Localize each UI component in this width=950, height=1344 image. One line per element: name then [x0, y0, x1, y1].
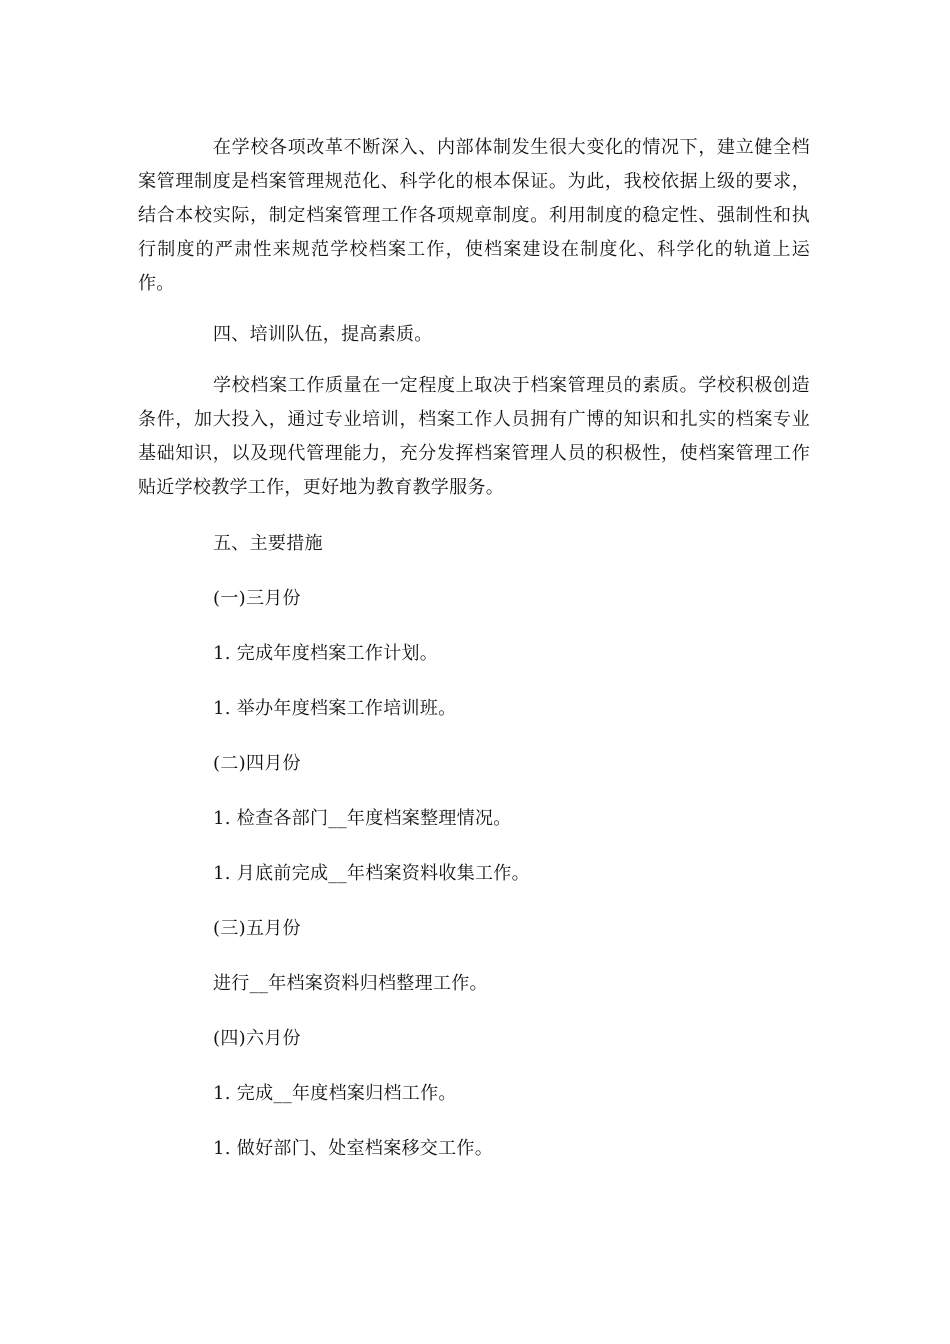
subheading-april: (二)四月份 — [213, 753, 301, 774]
list-item-march-1: 1. 完成年度档案工作计划。 — [213, 643, 439, 664]
body-paragraph-training: 学校档案工作质量在一定程度上取决于档案管理员的素质。学校积极创造条件，加大投入，通过专业培训，档案工作人员拥有广博的知识和扎实的档案专业基础知识，以及现代管理能力，充分发挥档案管理人员的积极性，使档案管理工作贴近学校教学工作，更好地为教育教学服务。 — [138, 375, 810, 498]
list-item-june-2: 1. 做好部门、处室档案移交工作。 — [213, 1138, 493, 1159]
list-item-may-1: 进行__年档案资料归档整理工作。 — [213, 973, 488, 994]
body-paragraph-system: 在学校各项改革不断深入、内部体制发生很大变化的情况下，建立健全档案管理制度是档案管理规范化、科学化的根本保证。为此，我校依据上级的要求，结合本校实际，制定档案管理工作各项规章制度。利用制度的稳定性、强制性和执行制度的严肃性来规范学校档案工作，使档案建设在制度化、科学化的轨道上运作。 — [138, 137, 810, 294]
list-item-april-2: 1. 月底前完成__年档案资料收集工作。 — [213, 863, 530, 884]
section-heading-measures: 五、主要措施 — [213, 533, 323, 554]
section-heading-training: 四、培训队伍，提高素质。 — [213, 324, 433, 345]
list-item-march-2: 1. 举办年度档案工作培训班。 — [213, 698, 457, 719]
list-item-april-1: 1. 检查各部门__年度档案整理情况。 — [213, 808, 512, 829]
subheading-june: (四)六月份 — [213, 1028, 301, 1049]
list-item-june-1: 1. 完成__年度档案归档工作。 — [213, 1083, 457, 1104]
subheading-may: (三)五月份 — [213, 918, 301, 939]
subheading-march: (一)三月份 — [213, 588, 301, 609]
